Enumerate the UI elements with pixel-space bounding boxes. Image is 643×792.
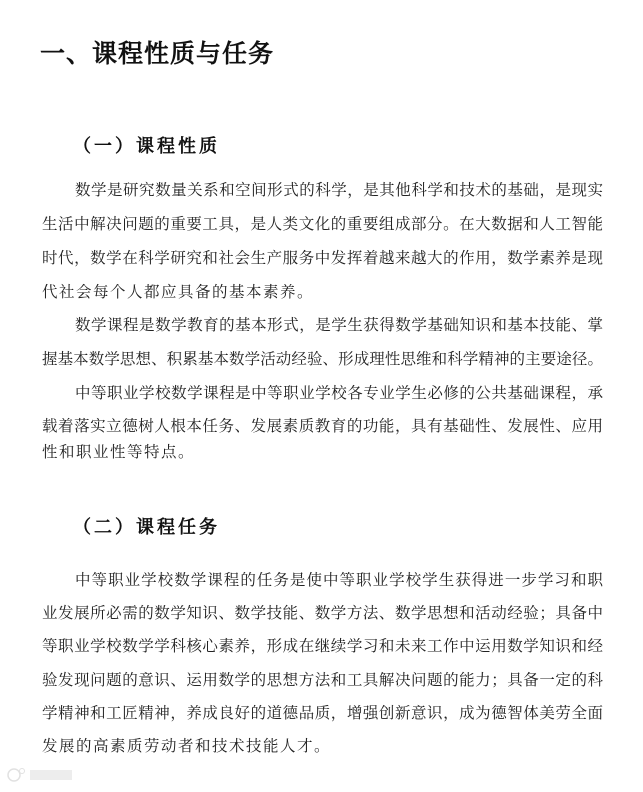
paragraph-line: 载着落实立德树人根本任务、发展素质教育的功能，具有基础性、发展性、应用: [42, 417, 603, 435]
paragraph-line: 代社会每个人都应具备的基本素养。: [42, 283, 315, 301]
paragraph-line: 业发展所必需的数学知识、数学技能、数学方法、数学思想和活动经验；具备中: [42, 604, 603, 622]
page-title: 一、课程性质与任务: [40, 39, 275, 68]
paragraph-line: 等职业学校数学学科核心素养，形成在继续学习和未来工作中运用数学知识和经: [42, 637, 603, 655]
logo-icon: [6, 766, 76, 788]
paragraph-line: 生活中解决问题的重要工具，是人类文化的重要组成部分。在大数据和人工智能: [42, 215, 603, 233]
paragraph-line: 中等职业学校数学课程的任务是使中等职业学校学生获得进一步学习和职: [75, 571, 603, 589]
paragraph-line: 数学课程是数学教育的基本形式，是学生获得数学基础知识和基本技能、掌: [75, 316, 603, 334]
paragraph-line: 中等职业学校数学课程是中等职业学校各专业学生必修的公共基础课程，承: [75, 384, 603, 402]
section-heading-nature: （一）课程性质: [73, 136, 220, 157]
paragraph-line: 发展的高素质劳动者和技术技能人才。: [42, 737, 332, 755]
paragraph-line: 数学是研究数量关系和空间形式的科学，是其他科学和技术的基础，是现实: [75, 181, 603, 199]
section-heading-task: （二）课程任务: [73, 517, 220, 538]
paragraph-line: 握基本数学思想、积累基本数学活动经验、形成理性思维和科学精神的主要途径。: [42, 350, 603, 368]
paragraph-line: 时代，数学在科学研究和社会生产服务中发挥着越来越大的作用，数学素养是现: [42, 249, 603, 267]
paragraph-line: 学精神和工匠精神，养成良好的道德品质，增强创新意识，成为德智体美劳全面: [42, 704, 603, 722]
paragraph-line: 验发现问题的意识、运用数学的思想方法和工具解决问题的能力；具备一定的科: [42, 671, 603, 689]
paragraph-line: 性和职业性等特点。: [42, 443, 196, 461]
